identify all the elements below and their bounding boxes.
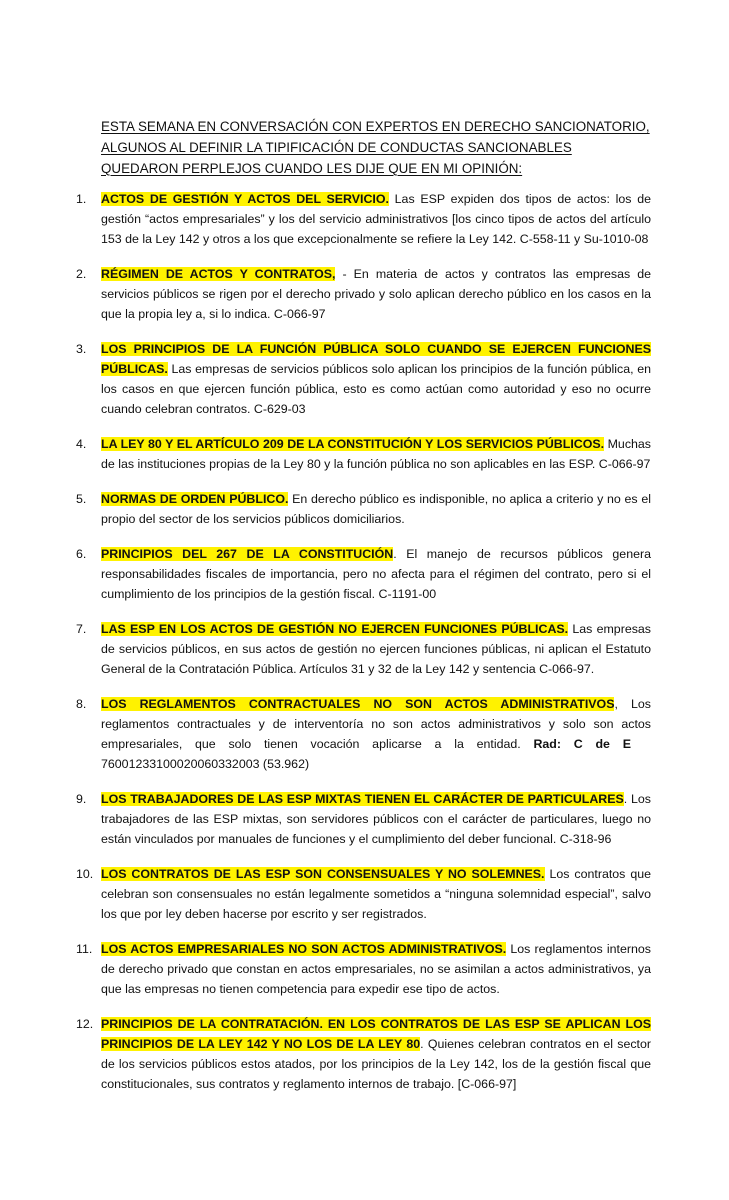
item-highlight: LOS ACTOS EMPRESARIALES NO SON ACTOS ADMINISTRATIVOS. [101, 942, 507, 956]
item-text: Muchas de las instituciones propias de la Ley 80 y la función pública no son aplicables en las ESP. C-066-97 [101, 437, 651, 471]
heading-line-3: QUEDARON PERPLEJOS CUANDO LES DIJE QUE EN MI OPINIÓN: [101, 161, 523, 176]
item-text: . El manejo de recursos públicos genera responsabilidades fiscales de importancia, pero no afecta para el régimen del contrato, pero si el cumplimiento de los principios de la gestión fiscal. C-1191-00 [101, 547, 651, 601]
item-highlight: LOS TRABAJADORES DE LAS ESP MIXTAS TIENEN EL CARÁCTER DE PARTICULARES [101, 792, 624, 806]
item-number: 8. [76, 697, 87, 711]
item-highlight: PRINCIPIOS DE LA CONTRATACIÓN. EN LOS CONTRATOS DE LAS ESP SE APLICAN LOS PRINCIPIOS DE LA LEY 142 Y NO LOS DE LA LEY 80 [101, 1017, 651, 1051]
item-number: 1. [76, 192, 87, 206]
item-text: . Los trabajadores de las ESP mixtas, son servidores públicos con el carácter de particulares, luego no están vinculados por manuales de funciones y el cumplimiento del deber funcional. C-318-96 [101, 792, 651, 846]
page-heading [101, 116, 661, 179]
item-highlight: PRINCIPIOS DEL 267 DE LA CONSTITUCIÓN [101, 547, 394, 561]
item-number: 6. [76, 547, 87, 561]
list-item [0, 939, 651, 999]
item-number: 9. [76, 792, 87, 806]
item-rad-value: 76001233100020060332003 (53.962) [101, 757, 310, 771]
item-number: 12. [76, 1017, 94, 1031]
list-item [0, 694, 651, 774]
item-number: 5. [76, 492, 87, 506]
item-number: 11. [76, 942, 93, 956]
list-item [0, 1014, 651, 1094]
list-item [0, 544, 651, 604]
item-number: 2. [76, 267, 87, 281]
item-number: 3. [76, 342, 87, 356]
list-item [0, 489, 651, 529]
item-text: Los contratos que celebran son consensuales no están legalmente sometidos a “ninguna solemnidad especial”, salvo los que por ley deben hacerse por escrito y ser registrados. [101, 867, 651, 921]
item-text: Las empresas de servicios públicos solo aplican los principios de la función pública, en los casos en que ejercen función pública, esto es como actúan como autoridad y eso no ocurre cuando celebran contratos. C-629-03 [101, 362, 651, 416]
item-text: - En materia de actos y contratos las empresas de servicios públicos se rigen por el derecho privado y solo aplican derecho público en los casos en la que la propia ley a, si lo indica. C-066-97 [101, 267, 651, 321]
item-rad-label: Rad: C de E [533, 737, 631, 751]
item-number: 7. [76, 622, 87, 636]
item-highlight: LA LEY 80 Y EL ARTÍCULO 209 DE LA CONSTITUCIÓN Y LOS SERVICIOS PÚBLICOS. [101, 437, 605, 451]
item-highlight: LAS ESP EN LOS ACTOS DE GESTIÓN NO EJERCEN FUNCIONES PÚBLICAS. [101, 622, 569, 636]
item-highlight: NORMAS DE ORDEN PÚBLICO. [101, 492, 289, 506]
heading-line-2: ALGUNOS AL DEFINIR LA TIPIFICACIÓN DE CONDUCTAS SANCIONABLES [101, 140, 572, 155]
numbered-list [0, 189, 729, 1109]
item-highlight: LOS PRINCIPIOS DE LA FUNCIÓN PÚBLICA SOLO CUANDO SE EJERCEN FUNCIONES PÚBLICAS. [101, 342, 651, 376]
list-item [0, 789, 651, 849]
item-text: Las empresas de servicios públicos, en sus actos de gestión no ejercen funciones públicas, ni aplican el Estatuto General de la Contratación Pública. Artículos 31 y 32 de la Ley 142 y sentencia C-066-97. [101, 622, 651, 676]
list-item [0, 864, 651, 924]
list-item [0, 619, 651, 679]
item-text: Los reglamentos internos de derecho privado que constan en actos empresariales, no se asimilan a actos administrativos, ya que las empresas no tienen competencia para expedir ese tipo de actos. [101, 942, 651, 996]
list-item [0, 189, 651, 249]
item-text: , Los reglamentos contractuales y de interventoría no son actos administrativos y solo son actos empresariales, que solo tienen vocación aplicarse a la entidad. [101, 697, 651, 751]
item-highlight: RÉGIMEN DE ACTOS Y CONTRATOS, [101, 267, 336, 281]
list-item [0, 339, 651, 419]
heading-line-1: ESTA SEMANA EN CONVERSACIÓN CON EXPERTOS EN DERECHO SANCIONATORIO, [101, 119, 650, 134]
list-item [0, 264, 651, 324]
item-text: . Quienes celebran contratos en el sector de los servicios públicos estos atados, por los principios de la Ley 142, los de la gestión fiscal que constitucionales, sus contratos y reglamento internos de trabajo. [C-066-97] [101, 1037, 651, 1091]
item-number: 10. [76, 867, 94, 881]
item-text: Las ESP expiden dos tipos de actos: los de gestión “actos empresariales” y los del servicio administrativos [los cinco tipos de actos del artículo 153 de la Ley 142 y otros a los que excepcionalmente se refiere la Ley 142. C-558-11 y Su-1010-08 [101, 192, 651, 246]
item-highlight: LOS CONTRATOS DE LAS ESP SON CONSENSUALES Y NO SOLEMNES. [101, 867, 545, 881]
item-highlight: ACTOS DE GESTIÓN Y ACTOS DEL SERVICIO. [101, 192, 389, 206]
list-item [0, 434, 651, 474]
item-number: 4. [76, 437, 87, 451]
item-highlight: LOS REGLAMENTOS CONTRACTUALES NO SON ACTOS ADMINISTRATIVOS [101, 697, 615, 711]
item-text: En derecho público es indisponible, no aplica a criterio y no es el propio del sector de los servicios públicos domiciliarios. [101, 492, 651, 526]
